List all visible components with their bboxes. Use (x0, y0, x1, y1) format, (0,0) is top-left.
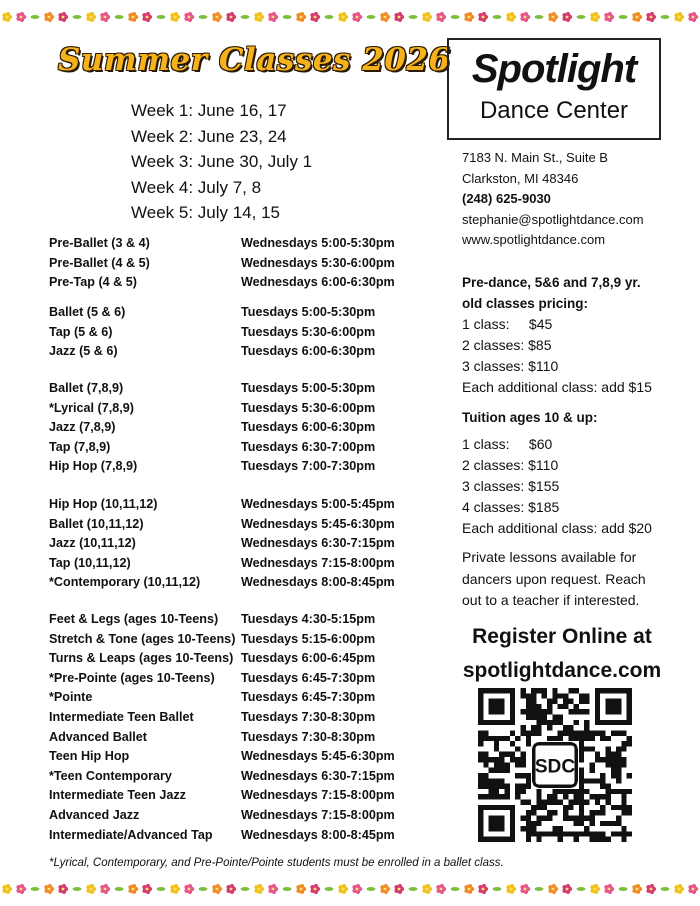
flower-icon (325, 887, 334, 891)
flower-icon (535, 15, 544, 19)
class-time: Tuesdays 7:30-8:30pm (241, 709, 376, 724)
flower-icon (646, 884, 656, 894)
flower-icon (100, 12, 110, 22)
price-line: 1 class: $45 (462, 316, 553, 332)
flower-icon (380, 884, 390, 894)
class-time: Wednesdays 5:30-6:00pm (241, 255, 395, 270)
flower-icon (478, 884, 488, 894)
class-time: Wednesdays 6:30-7:15pm (241, 768, 395, 783)
price-line: Each additional class: add $15 (462, 379, 652, 395)
logo-sub-text: Dance Center (479, 97, 629, 124)
top-decorative-border (0, 6, 700, 28)
class-name: Stretch & Tone (ages 10-Teens) (49, 631, 236, 646)
class-time: Tuesdays 7:00-7:30pm (241, 459, 376, 474)
flower-icon (409, 15, 418, 19)
flower-icon (241, 887, 250, 891)
flower-icon (478, 12, 488, 22)
flower-icon (115, 887, 124, 891)
class-name: Jazz (10,11,12) (49, 536, 136, 551)
flower-icon (268, 884, 278, 894)
class-time: Tuesdays 5:30-6:00pm (241, 324, 376, 339)
flower-icon (590, 12, 600, 22)
flower-icon (688, 884, 698, 894)
flower-icon (619, 15, 628, 19)
flower-icon (535, 887, 544, 891)
flower-icon (604, 12, 614, 22)
flower-icon (254, 12, 264, 22)
flower-icon (157, 15, 166, 19)
flower-icon (31, 887, 40, 891)
class-name: Ballet (5 & 6) (49, 305, 126, 319)
flower-icon (100, 884, 110, 894)
flower-icon (436, 884, 446, 894)
class-time: Wednesdays 7:15-8:00pm (241, 788, 395, 803)
flower-icon (44, 884, 54, 894)
flower-icon (604, 884, 614, 894)
price-line: 4 classes: $185 (462, 499, 560, 515)
class-name: *Pre-Pointe (ages 10-Teens) (49, 670, 215, 685)
flower-icon (226, 884, 236, 894)
flower-icon (226, 12, 236, 22)
flower-icon (674, 884, 684, 894)
week-item: Week 4: July 7, 8 (131, 177, 262, 197)
footnote: *Lyrical, Contemporary, and Pre-Pointe/Pointe students must be enrolled in a ballet class. (49, 857, 504, 869)
page-title: Summer Classes 2026 (58, 42, 451, 78)
price-line: 3 classes: $155 (462, 478, 560, 494)
class-name: Advanced Ballet (49, 729, 147, 744)
class-name: Advanced Jazz (49, 807, 140, 822)
flower-icon (310, 12, 320, 22)
email-link[interactable]: stephanie@spotlightdance.com (462, 211, 644, 227)
price-line: Each additional class: add $20 (462, 520, 652, 536)
flower-icon (338, 12, 348, 22)
class-time: Wednesdays 7:15-8:00pm (241, 807, 395, 822)
spotlight-logo (447, 38, 661, 140)
private-line: dancers upon request. Reach (462, 570, 646, 587)
flower-icon (212, 12, 222, 22)
class-time: Wednesdays 8:00-8:45pm (241, 575, 395, 590)
flower-icon (73, 15, 82, 19)
flower-icon (2, 12, 12, 22)
pricing-young-title: old classes pricing: (462, 296, 589, 311)
flower-icon (577, 887, 586, 891)
class-time: Tuesdays 6:45-7:30pm (241, 690, 376, 705)
class-time: Wednesdays 5:00-5:30pm (241, 236, 395, 250)
class-time: Wednesdays 8:00-8:45pm (241, 827, 395, 842)
flower-icon (590, 884, 600, 894)
flower-icon (16, 884, 26, 894)
private-lessons-note (462, 547, 646, 612)
flower-icon (422, 12, 432, 22)
flower-icon (184, 884, 194, 894)
flower-icon (128, 12, 138, 22)
flower-icon (646, 12, 656, 22)
price-line: 2 classes: $85 (462, 337, 552, 353)
flower-icon (73, 887, 82, 891)
week-list (131, 98, 312, 226)
flower-icon (451, 15, 460, 19)
flower-icon (170, 884, 180, 894)
flower-icon (352, 12, 362, 22)
class-name: Tap (7,8,9) (49, 439, 111, 454)
register-online (452, 620, 672, 688)
flower-icon (422, 884, 432, 894)
flower-icon (632, 884, 642, 894)
flower-icon (44, 12, 54, 22)
class-time: Tuesdays 5:00-5:30pm (241, 381, 376, 395)
flower-icon (2, 884, 12, 894)
week-item: Week 3: June 30, July 1 (131, 152, 313, 171)
class-name: Intermediate/Advanced Tap (49, 827, 213, 842)
flower-icon (325, 15, 334, 19)
class-time: Wednesdays 5:00-5:45pm (241, 497, 395, 511)
class-time: Tuesdays 6:00-6:30pm (241, 344, 376, 359)
flower-icon (338, 884, 348, 894)
flower-icon (241, 15, 250, 19)
class-name: Jazz (5 & 6) (49, 344, 118, 359)
class-time: Tuesdays 6:30-7:00pm (241, 439, 376, 454)
flower-icon (520, 884, 530, 894)
class-name: *Contemporary (10,11,12) (49, 575, 201, 590)
flower-icon (394, 884, 404, 894)
qr-center-label: SDC (534, 756, 576, 778)
flower-icon (619, 887, 628, 891)
flower-icon (16, 12, 26, 22)
price-line: 2 classes: $110 (462, 457, 559, 473)
flower-icon (296, 884, 306, 894)
flower-icon (268, 12, 278, 22)
address-line-1: 7183 N. Main St., Suite B (462, 150, 608, 165)
class-time: Tuesdays 7:30-8:30pm (241, 729, 376, 744)
pricing-older-title: Tuition ages 10 & up: (462, 410, 598, 425)
flower-icon (58, 884, 68, 894)
flower-icon (661, 887, 670, 891)
bottom-decorative-border (0, 878, 700, 900)
class-time: Tuesdays 6:00-6:45pm (241, 651, 376, 666)
class-name: Intermediate Teen Jazz (49, 788, 186, 803)
flower-icon (184, 12, 194, 22)
flower-icon (436, 12, 446, 22)
class-name: *Lyrical (7,8,9) (49, 400, 134, 415)
flower-icon (142, 884, 152, 894)
flower-icon (548, 884, 558, 894)
class-time: Wednesdays 7:15-8:00pm (241, 555, 395, 570)
pricing-older (462, 407, 652, 539)
flower-icon (86, 884, 96, 894)
class-name: Pre-Tap (4 & 5) (49, 275, 137, 290)
flower-icon (31, 15, 40, 19)
flower-icon (661, 15, 670, 19)
flower-icon (128, 884, 138, 894)
flower-icon (157, 887, 166, 891)
flower-icon (562, 884, 572, 894)
flower-icon (310, 884, 320, 894)
flower-icon (451, 887, 460, 891)
flower-icon (506, 884, 516, 894)
flower-icon (562, 12, 572, 22)
private-line: Private lessons available for (462, 549, 637, 565)
flower-icon (380, 12, 390, 22)
flower-icon (296, 12, 306, 22)
flower-icon (58, 12, 68, 22)
flower-icon (506, 12, 516, 22)
flower-icon (577, 15, 586, 19)
class-name: Tap (5 & 6) (49, 324, 113, 339)
class-name: Hip Hop (10,11,12) (49, 497, 158, 511)
qr-code-icon[interactable] (478, 688, 632, 842)
week-item: Week 2: June 23, 24 (131, 126, 287, 146)
class-time: Tuesdays 6:00-6:30pm (241, 420, 376, 435)
class-time: Tuesdays 5:30-6:00pm (241, 400, 376, 415)
pricing-young (462, 272, 652, 398)
class-name: Ballet (10,11,12) (49, 516, 144, 531)
price-line: 1 class: $60 (462, 436, 553, 452)
flower-icon (688, 12, 698, 22)
flower-icon (464, 884, 474, 894)
class-time: Tuesdays 4:30-5:15pm (241, 612, 376, 626)
class-name: Hip Hop (7,8,9) (49, 459, 138, 474)
class-name: Pre-Ballet (4 & 5) (49, 255, 150, 270)
flower-icon (520, 12, 530, 22)
class-time: Tuesdays 5:15-6:00pm (241, 631, 376, 646)
phone-number: (248) 625-9030 (462, 191, 551, 206)
class-name: *Pointe (49, 690, 93, 705)
class-name: Ballet (7,8,9) (49, 381, 124, 395)
class-time: Wednesdays 6:30-7:15pm (241, 536, 395, 551)
class-name: Tap (10,11,12) (49, 555, 131, 570)
week-item: Week 5: July 14, 15 (131, 203, 280, 222)
flower-icon (283, 887, 292, 891)
class-time: Tuesdays 5:00-5:30pm (241, 305, 376, 319)
class-name: *Teen Contemporary (49, 768, 172, 783)
class-name: Intermediate Teen Ballet (49, 709, 194, 724)
flower-icon (548, 12, 558, 22)
flower-icon (394, 12, 404, 22)
flower-icon (632, 12, 642, 22)
class-time: Wednesdays 5:45-6:30pm (241, 516, 395, 531)
flower-icon (409, 887, 418, 891)
flower-icon (352, 884, 362, 894)
flower-icon (493, 15, 502, 19)
flower-icon (199, 887, 208, 891)
flower-icon (115, 15, 124, 19)
flower-icon (674, 12, 684, 22)
flower-icon (464, 12, 474, 22)
logo-main-text: Spotlight (471, 47, 637, 91)
private-line: out to a teacher if interested. (462, 592, 640, 608)
flower-icon (199, 15, 208, 19)
flower-icon (142, 12, 152, 22)
flower-icon (254, 884, 264, 894)
class-time: Tuesdays 6:45-7:30pm (241, 670, 376, 685)
address-line-2: Clarkston, MI 48346 (462, 170, 579, 186)
pricing-young-title: Pre-dance, 5&6 and 7,8,9 yr. (462, 275, 641, 290)
class-name: Jazz (7,8,9) (49, 420, 116, 435)
class-time: Wednesdays 6:00-6:30pm (241, 275, 395, 290)
flower-icon (212, 884, 222, 894)
flower-icon (170, 12, 180, 22)
flower-icon (493, 887, 502, 891)
contact-info (462, 148, 644, 251)
flower-icon (367, 15, 376, 19)
flower-icon (86, 12, 96, 22)
class-time: Wednesdays 5:45-6:30pm (241, 749, 395, 764)
price-line: 3 classes: $110 (462, 358, 559, 374)
class-name: Pre-Ballet (3 & 4) (49, 236, 150, 250)
website-link[interactable]: www.spotlightdance.com (462, 232, 606, 247)
register-url[interactable]: spotlightdance.com (462, 659, 662, 682)
week-item: Week 1: June 16, 17 (131, 101, 287, 120)
register-line: Register Online at (472, 625, 652, 648)
class-name: Teen Hip Hop (49, 749, 130, 764)
class-name: Turns & Leaps (ages 10-Teens) (49, 651, 234, 666)
flower-icon (367, 887, 376, 891)
class-name: Feet & Legs (ages 10-Teens) (49, 612, 219, 626)
flower-icon (283, 15, 292, 19)
